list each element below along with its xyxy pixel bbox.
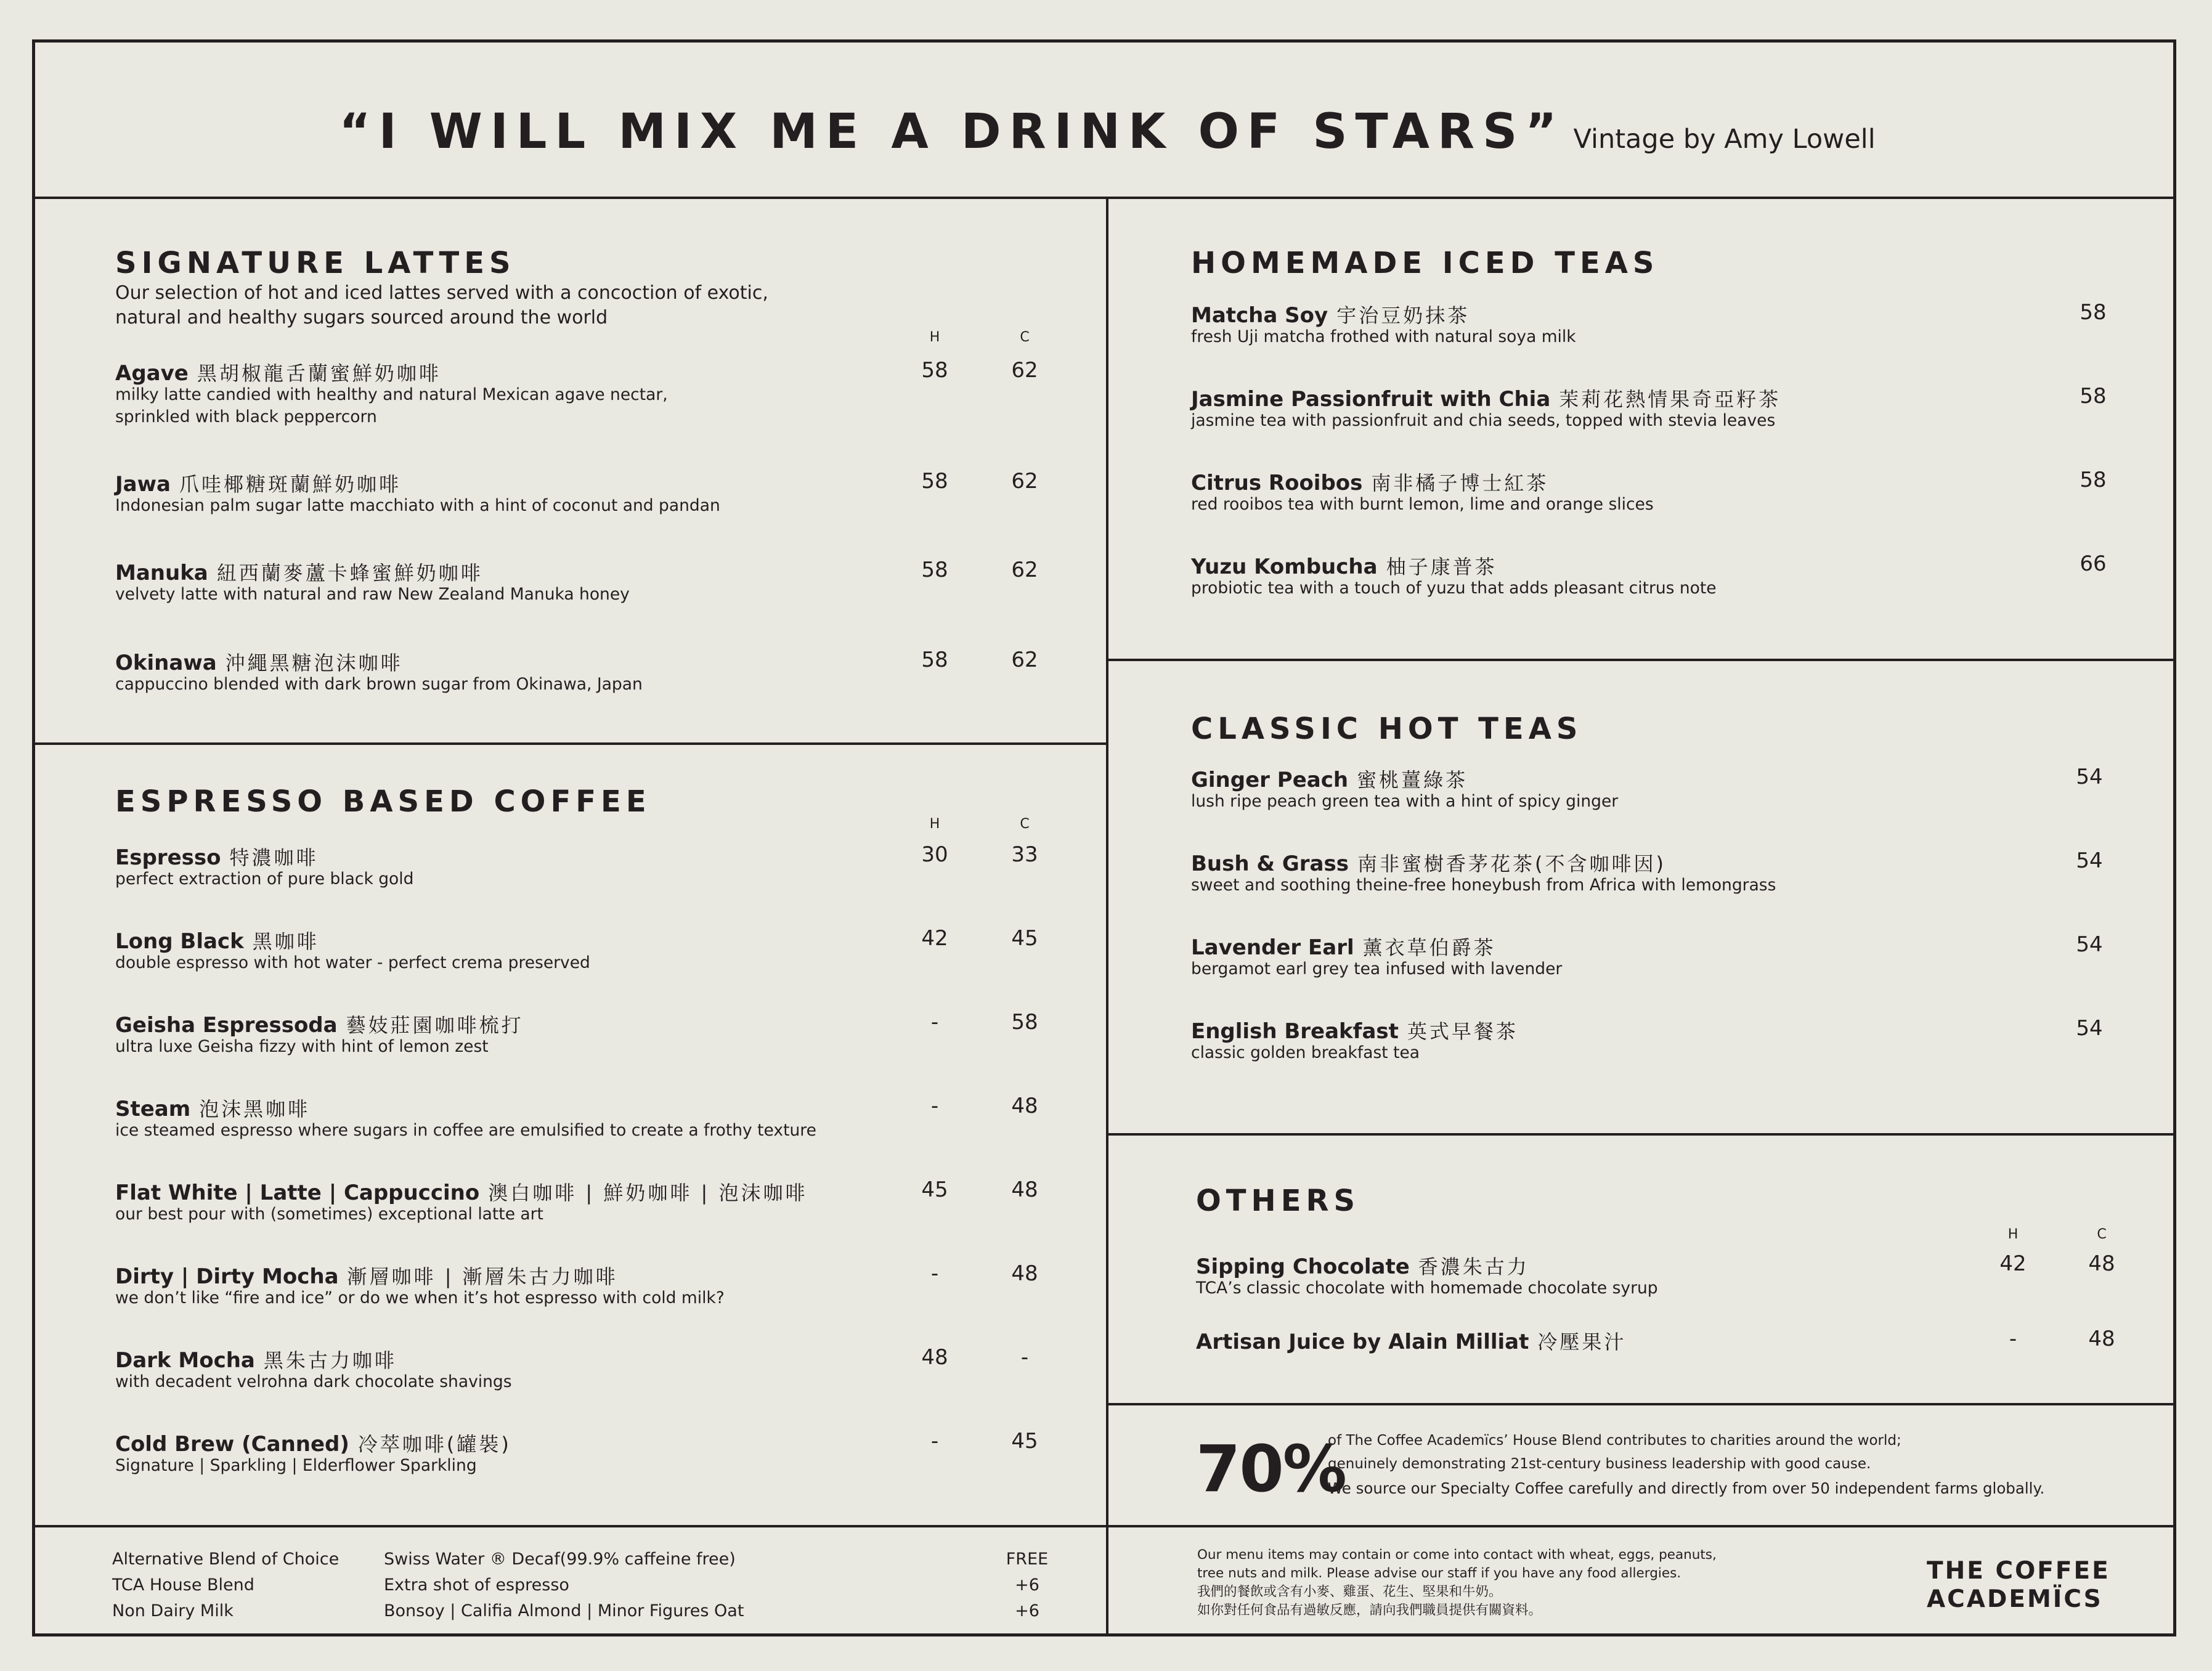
item-name: Lavender Earl — [1191, 935, 1354, 960]
addon-price: +6 — [1015, 1601, 1039, 1620]
col-header-cold: C — [1020, 816, 1030, 832]
item-name-cn: 薰衣草伯爵茶 — [1362, 936, 1496, 959]
item-desc: perfect extraction of pure black gold — [115, 869, 414, 888]
price-cold: - — [1020, 1345, 1029, 1370]
price: 66 — [2080, 551, 2107, 576]
item-name-cn: 冷萃咖啡(罐裝) — [357, 1433, 511, 1456]
addon-desc: Bonsoy | Califia Almond | Minor Figures Oat — [384, 1601, 744, 1620]
item-name: Geisha Espressoda — [115, 1013, 338, 1038]
price-hot: 58 — [921, 558, 948, 582]
charity-line1: of The Coffee Academïcs’ House Blend contributes to charities around the world; — [1328, 1433, 1901, 1449]
item-desc: ice steamed espresso where sugars in coffee are emulsified to create a frothy texture — [115, 1121, 816, 1140]
item-desc: fresh Uji matcha frothed with natural soya milk — [1191, 327, 1576, 346]
item-desc: sweet and soothing theine-free honeybush from Africa with lemongrass — [1191, 876, 1776, 895]
price-hot: 45 — [921, 1177, 948, 1202]
price-cold: 62 — [1011, 469, 1038, 494]
item-name: Manuka — [115, 561, 208, 585]
price-hot: 48 — [921, 1345, 948, 1370]
allergy-line4: 如你對任何食品有過敏反應，請向我們職員提供有關資料。 — [1197, 1603, 1542, 1618]
divider-center — [1106, 199, 1108, 1633]
item-name: Bush & Grass — [1191, 852, 1349, 876]
item-desc: Signature | Sparkling | Elderflower Sparkling — [115, 1456, 477, 1475]
item-name: Steam — [115, 1097, 191, 1121]
item-name-cn: 黑咖啡 — [252, 930, 319, 953]
item-name-cn: 特濃咖啡 — [229, 846, 319, 869]
item-name: Agave — [115, 361, 189, 386]
divider-iced-hot — [1107, 659, 2173, 661]
logo-line2: ACADEMÏCS — [1927, 1585, 2103, 1613]
addon-price: FREE — [1006, 1550, 1049, 1569]
col-header-hot: H — [2007, 1227, 2019, 1242]
price-cold: 62 — [1011, 558, 1038, 582]
divider-header — [35, 197, 2173, 199]
item-name-cn: 冷壓果汁 — [1537, 1330, 1627, 1354]
item-name: Sipping Chocolate — [1196, 1254, 1410, 1279]
item-name: Matcha Soy — [1191, 303, 1328, 328]
item-name: Dirty | Dirty Mocha — [115, 1264, 339, 1289]
allergy-line3: 我們的餐飲或含有小麥、雞蛋、花生、堅果和牛奶。 — [1197, 1584, 1502, 1600]
item-desc: cappuccino blended with dark brown sugar from Okinawa, Japan — [115, 675, 643, 694]
price-hot: - — [2009, 1327, 2017, 1351]
item-name-cn: 英式早餐茶 — [1407, 1020, 1518, 1043]
price: 54 — [2076, 1016, 2103, 1041]
addon-desc: Swiss Water ® Decaf(99.9% caffeine free) — [384, 1550, 736, 1569]
menu-frame — [32, 39, 2176, 1636]
section-title-signature-lattes: SIGNATURE LATTES — [115, 246, 516, 280]
price-hot: 42 — [1999, 1251, 2027, 1276]
divider-others-charity — [1107, 1403, 2173, 1405]
item-name: Jasmine Passionfruit with Chia — [1191, 387, 1551, 412]
item-desc: velvety latte with natural and raw New Zealand Manuka honey — [115, 585, 630, 604]
price: 54 — [2076, 848, 2103, 873]
item-name-cn: 澳白咖啡 | 鮮奶咖啡 | 泡沫咖啡 — [488, 1181, 808, 1205]
item-name: Okinawa — [115, 651, 217, 675]
price: 58 — [2080, 300, 2107, 325]
item-name: Citrus Rooibos — [1191, 471, 1363, 495]
section-desc-line1: Our selection of hot and iced lattes served with a concoction of exotic, — [115, 282, 768, 304]
item-name-cn: 香濃朱古力 — [1418, 1255, 1529, 1279]
item-name: Espresso — [115, 845, 221, 870]
price: 58 — [2080, 468, 2107, 492]
price-hot: 58 — [921, 358, 948, 383]
price-cold: 62 — [1011, 358, 1038, 383]
price-hot: 58 — [921, 648, 948, 672]
item-desc: milky latte candied with healthy and natural Mexican agave nectar, — [115, 385, 668, 404]
item-desc: ultra luxe Geisha fizzy with hint of lemon zest — [115, 1037, 489, 1056]
item-name-cn: 黑朱古力咖啡 — [263, 1349, 397, 1372]
price: 54 — [2076, 932, 2103, 957]
section-title-espresso: ESPRESSO BASED COFFEE — [115, 784, 651, 819]
price-hot: - — [930, 1094, 939, 1118]
col-header-hot: H — [929, 330, 940, 345]
price-hot: 42 — [921, 926, 948, 951]
price-cold: 45 — [1011, 926, 1038, 951]
price-cold: 48 — [1011, 1177, 1038, 1202]
col-header-cold: C — [2097, 1227, 2107, 1242]
item-desc: classic golden breakfast tea — [1191, 1043, 1420, 1062]
item-desc: our best pour with (sometimes) exceptional latte art — [115, 1205, 543, 1224]
item-desc: jasmine tea with passionfruit and chia seeds, topped with stevia leaves — [1191, 411, 1776, 430]
charity-percent: 70% — [1196, 1431, 1346, 1506]
item-desc: Indonesian palm sugar latte macchiato with a hint of coconut and pandan — [115, 496, 720, 515]
item-desc: with decadent velrohna dark chocolate shavings — [115, 1372, 512, 1391]
charity-line3: We source our Specialty Coffee carefully and directly from over 50 independent farms globally. — [1328, 1479, 2045, 1497]
col-header-hot: H — [929, 816, 940, 832]
title-attribution: Vintage by Amy Lowell — [1573, 124, 1876, 155]
price-cold: 62 — [1011, 648, 1038, 672]
brand-logo — [1927, 1557, 2110, 1614]
item-name: Dark Mocha — [115, 1348, 255, 1373]
item-name-cn: 南非橘子博士紅茶 — [1371, 471, 1549, 495]
allergy-line2: tree nuts and milk. Please advise our staff if you have any food allergies. — [1197, 1566, 1681, 1581]
price: 58 — [2080, 384, 2107, 409]
item-desc: double espresso with hot water - perfect crema preserved — [115, 953, 590, 972]
addon-label: Alternative Blend of Choice — [112, 1550, 340, 1569]
price-cold: 48 — [2088, 1251, 2115, 1276]
item-desc: red rooibos tea with burnt lemon, lime and orange slices — [1191, 495, 1654, 514]
item-name-cn: 藝妓莊園咖啡梳打 — [346, 1014, 524, 1037]
section-title-hot-teas: CLASSIC HOT TEAS — [1191, 712, 1583, 746]
divider-charity-footer — [1107, 1525, 2173, 1527]
item-name: Long Black — [115, 929, 244, 954]
item-name-cn: 南非蜜樹香茅花茶(不含咖啡因) — [1357, 852, 1666, 876]
item-desc: TCA’s classic chocolate with homemade chocolate syrup — [1196, 1279, 1658, 1298]
item-desc: probiotic tea with a touch of yuzu that adds pleasant citrus note — [1191, 579, 1717, 598]
item-name-cn: 黑胡椒龍舌蘭蜜鮮奶咖啡 — [197, 362, 441, 385]
item-desc: lush ripe peach green tea with a hint of spicy ginger — [1191, 792, 1619, 811]
addon-desc: Extra shot of espresso — [384, 1575, 569, 1595]
item-desc-line2: sprinkled with black peppercorn — [115, 407, 377, 426]
item-name-cn: 紐西蘭麥蘆卡蜂蜜鮮奶咖啡 — [216, 561, 483, 585]
item-desc: we don’t like “fire and ice” or do we when it’s hot espresso with cold milk? — [115, 1288, 725, 1307]
item-name-cn: 柚子康普茶 — [1386, 555, 1497, 579]
price-cold: 45 — [1011, 1429, 1038, 1453]
page-title — [35, 104, 2179, 160]
price-cold: 58 — [1011, 1010, 1038, 1035]
addon-label: Non Dairy Milk — [112, 1601, 234, 1620]
item-name-cn: 泡沫黑咖啡 — [199, 1097, 311, 1121]
divider-hot-others — [1107, 1133, 2173, 1136]
item-name: Flat White | Latte | Cappuccino — [115, 1181, 480, 1205]
price-cold: 48 — [2088, 1327, 2115, 1351]
addon-label: TCA House Blend — [112, 1575, 254, 1595]
divider-lattes-espresso — [35, 742, 1107, 745]
section-title-others: OTHERS — [1196, 1184, 1360, 1218]
price-cold: 33 — [1011, 842, 1038, 867]
item-desc: bergamot earl grey tea infused with lavender — [1191, 959, 1563, 978]
item-name-cn: 漸層咖啡 | 漸層朱古力咖啡 — [347, 1265, 618, 1288]
price-hot: - — [930, 1429, 939, 1453]
item-name: Jawa — [115, 472, 171, 497]
item-name-cn: 蜜桃薑綠茶 — [1357, 768, 1468, 792]
price: 54 — [2076, 765, 2103, 789]
item-name: Yuzu Kombucha — [1191, 555, 1378, 579]
section-desc-line2: natural and healthy sugars sourced around the world — [115, 307, 608, 328]
section-title-iced-teas: HOMEMADE ICED TEAS — [1191, 246, 1659, 280]
addon-price: +6 — [1015, 1575, 1039, 1595]
col-header-cold: C — [1020, 330, 1030, 345]
price-cold: 48 — [1011, 1261, 1038, 1286]
allergy-line1: Our menu items may contain or come into contact with wheat, eggs, peanuts, — [1197, 1547, 1717, 1563]
title-quote: “I WILL MIX ME A DRINK OF STARS” — [339, 104, 1565, 160]
item-name: Cold Brew (Canned) — [115, 1432, 349, 1457]
price-hot: 58 — [921, 469, 948, 494]
item-name-cn: 沖繩黑糖泡沫咖啡 — [225, 651, 403, 675]
price-cold: 48 — [1011, 1094, 1038, 1118]
item-name: English Breakfast — [1191, 1019, 1399, 1044]
item-name-cn: 宇治豆奶抹茶 — [1336, 304, 1470, 327]
charity-line2: genuinely demonstrating 21st-century business leadership with good cause. — [1328, 1456, 1871, 1472]
divider-left-footer — [35, 1525, 1107, 1527]
price-hot: 30 — [921, 842, 948, 867]
price-hot: - — [930, 1261, 939, 1286]
item-name-cn: 茉莉花熱情果奇亞籽茶 — [1559, 388, 1781, 411]
logo-line1: THE COFFEE — [1927, 1557, 2110, 1585]
price-hot: - — [930, 1010, 939, 1035]
item-name: Ginger Peach — [1191, 768, 1349, 792]
item-name: Artisan Juice by Alain Milliat — [1196, 1330, 1529, 1354]
item-name-cn: 爪哇椰糖斑蘭鮮奶咖啡 — [179, 473, 401, 496]
